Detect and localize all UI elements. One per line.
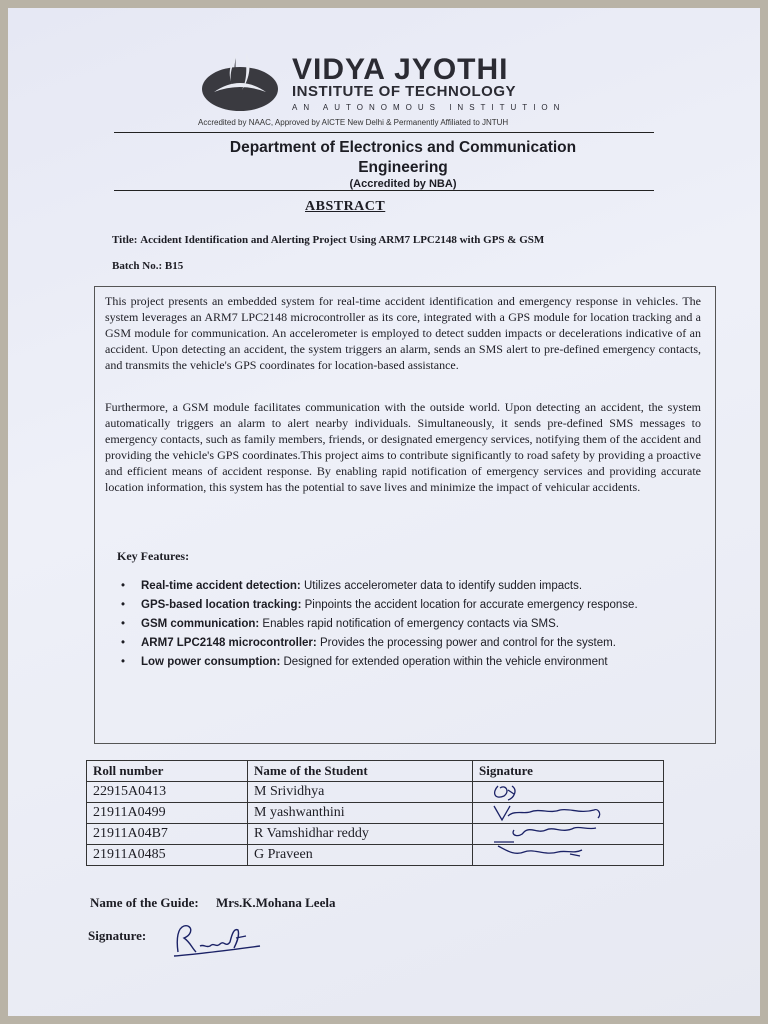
institute-subtitle: INSTITUTE OF TECHNOLOGY [292,83,516,100]
guide-info [90,895,335,911]
table-header-row [87,761,664,782]
name-cell: M Srividhya [248,782,473,803]
feature-label: Real-time accident detection: [141,580,301,592]
signature-scribble [174,926,260,956]
abstract-paragraph-1: This project presents an embedded system for real-time accident identification and emergency response in vehicles. The system leverages an ARM7 LPC2148 microcontroller as its core, integrated with a GPS module for location tracking and a GSM module for communication. An accelerometer is employed to detect sudden impacts or decelerations indicative of an accident. Upon detecting an accident, the system triggers an alarm, sends an SMS alert to pre-defined emergency contacts, and transmits the vehicle's GPS coordinates for location-based assistance. [105,294,701,372]
list-item [115,653,695,671]
signature-scribble [495,786,515,800]
roll-cell: 21911A04B7 [87,824,248,845]
key-features-heading: Key Features: [117,549,190,563]
batch-label: Batch No.: [112,260,163,272]
title-value: Accident Identification and Alerting Project Using ARM7 LPC2148 with GPS & GSM [140,234,545,246]
document-page [8,8,760,1016]
flame-logo-icon [200,44,280,114]
signature-scribble [513,827,596,835]
column-header-roll: Roll number [87,761,248,782]
feature-label: GPS-based location tracking: [141,599,302,611]
feature-text: Enables rapid notification of emergency contacts via SMS. [259,618,559,630]
department-accreditation: (Accredited by NBA) [349,178,457,190]
roll-cell: 21911A0499 [87,803,248,824]
column-header-signature: Signature [473,761,664,782]
batch-number [112,260,183,272]
feature-text: Provides the processing power and control for the system. [316,637,616,649]
guide-name: Mrs.K.Mohana Leela [215,895,336,910]
feature-text: Pinpoints the accident location for accurate emergency response. [301,599,638,611]
roll-cell: 21911A0485 [87,845,248,866]
list-item [115,577,695,595]
page-title: ABSTRACT [305,199,386,214]
batch-value: B15 [164,260,184,272]
list-item [115,615,695,633]
feature-label: ARM7 LPC2148 microcontroller: [141,637,317,649]
feature-label: GSM communication: [141,618,260,630]
abstract-paragraph-2: Furthermore, a GSM module facilitates communication with the outside world. Upon detecting an accident, the system automatically triggers an alarm to alert nearby individuals. Simultaneously, it sends pre-defined SMS messages to emergency contacts, such as family members, friends, or designated emergency services, notifying them of the accident and providing the vehicle's GPS coordinates.This project aims to contribute significantly to road safety by providing a proactive and efficient means of accident response. By enabling rapid notification of emergency services and providing accurate location information, this system has the potential to save lives and minimize the impact of vehicular accidents. [105,400,701,494]
header-divider [114,132,654,133]
feature-text: Designed for extended operation within the vehicle environment [280,656,608,668]
department-name: Department of Electronics and Communication [229,139,577,156]
department-divider [114,190,654,191]
institute-brand [292,53,566,114]
list-item [115,596,695,614]
key-features-list [115,577,695,672]
name-cell: M yashwanthini [248,803,473,824]
guide-signature [170,918,270,958]
name-cell: R Vamshidhar reddy [248,824,473,845]
list-item [115,634,695,652]
guide-label: Name of the Guide: [90,895,199,910]
institute-name: VIDYA JYOTHI [292,53,509,86]
department-name-line2: Engineering [358,159,448,176]
title-label: Title: [112,234,138,246]
abstract-box [94,286,716,744]
feature-label: Low power consumption: [141,656,281,668]
name-cell: G Praveen [248,845,473,866]
signature-scribble [494,806,600,820]
feature-text: Utilizes accelerometer data to identify sudden impacts. [300,580,583,592]
institute-tagline: AN AUTONOMOUS INSTITUTION [292,103,566,112]
accreditation-text: Accredited by NAAC, Approved by AICTE New Delhi & Permanently Affiliated to JNTUH [198,118,509,127]
department-block [108,138,698,190]
guide-signature-label: Signature: [88,928,147,943]
signature-scribble [494,842,582,856]
student-signatures [484,780,634,870]
column-header-name: Name of the Student [248,761,473,782]
roll-cell: 22915A0413 [87,782,248,803]
project-title [112,234,544,246]
